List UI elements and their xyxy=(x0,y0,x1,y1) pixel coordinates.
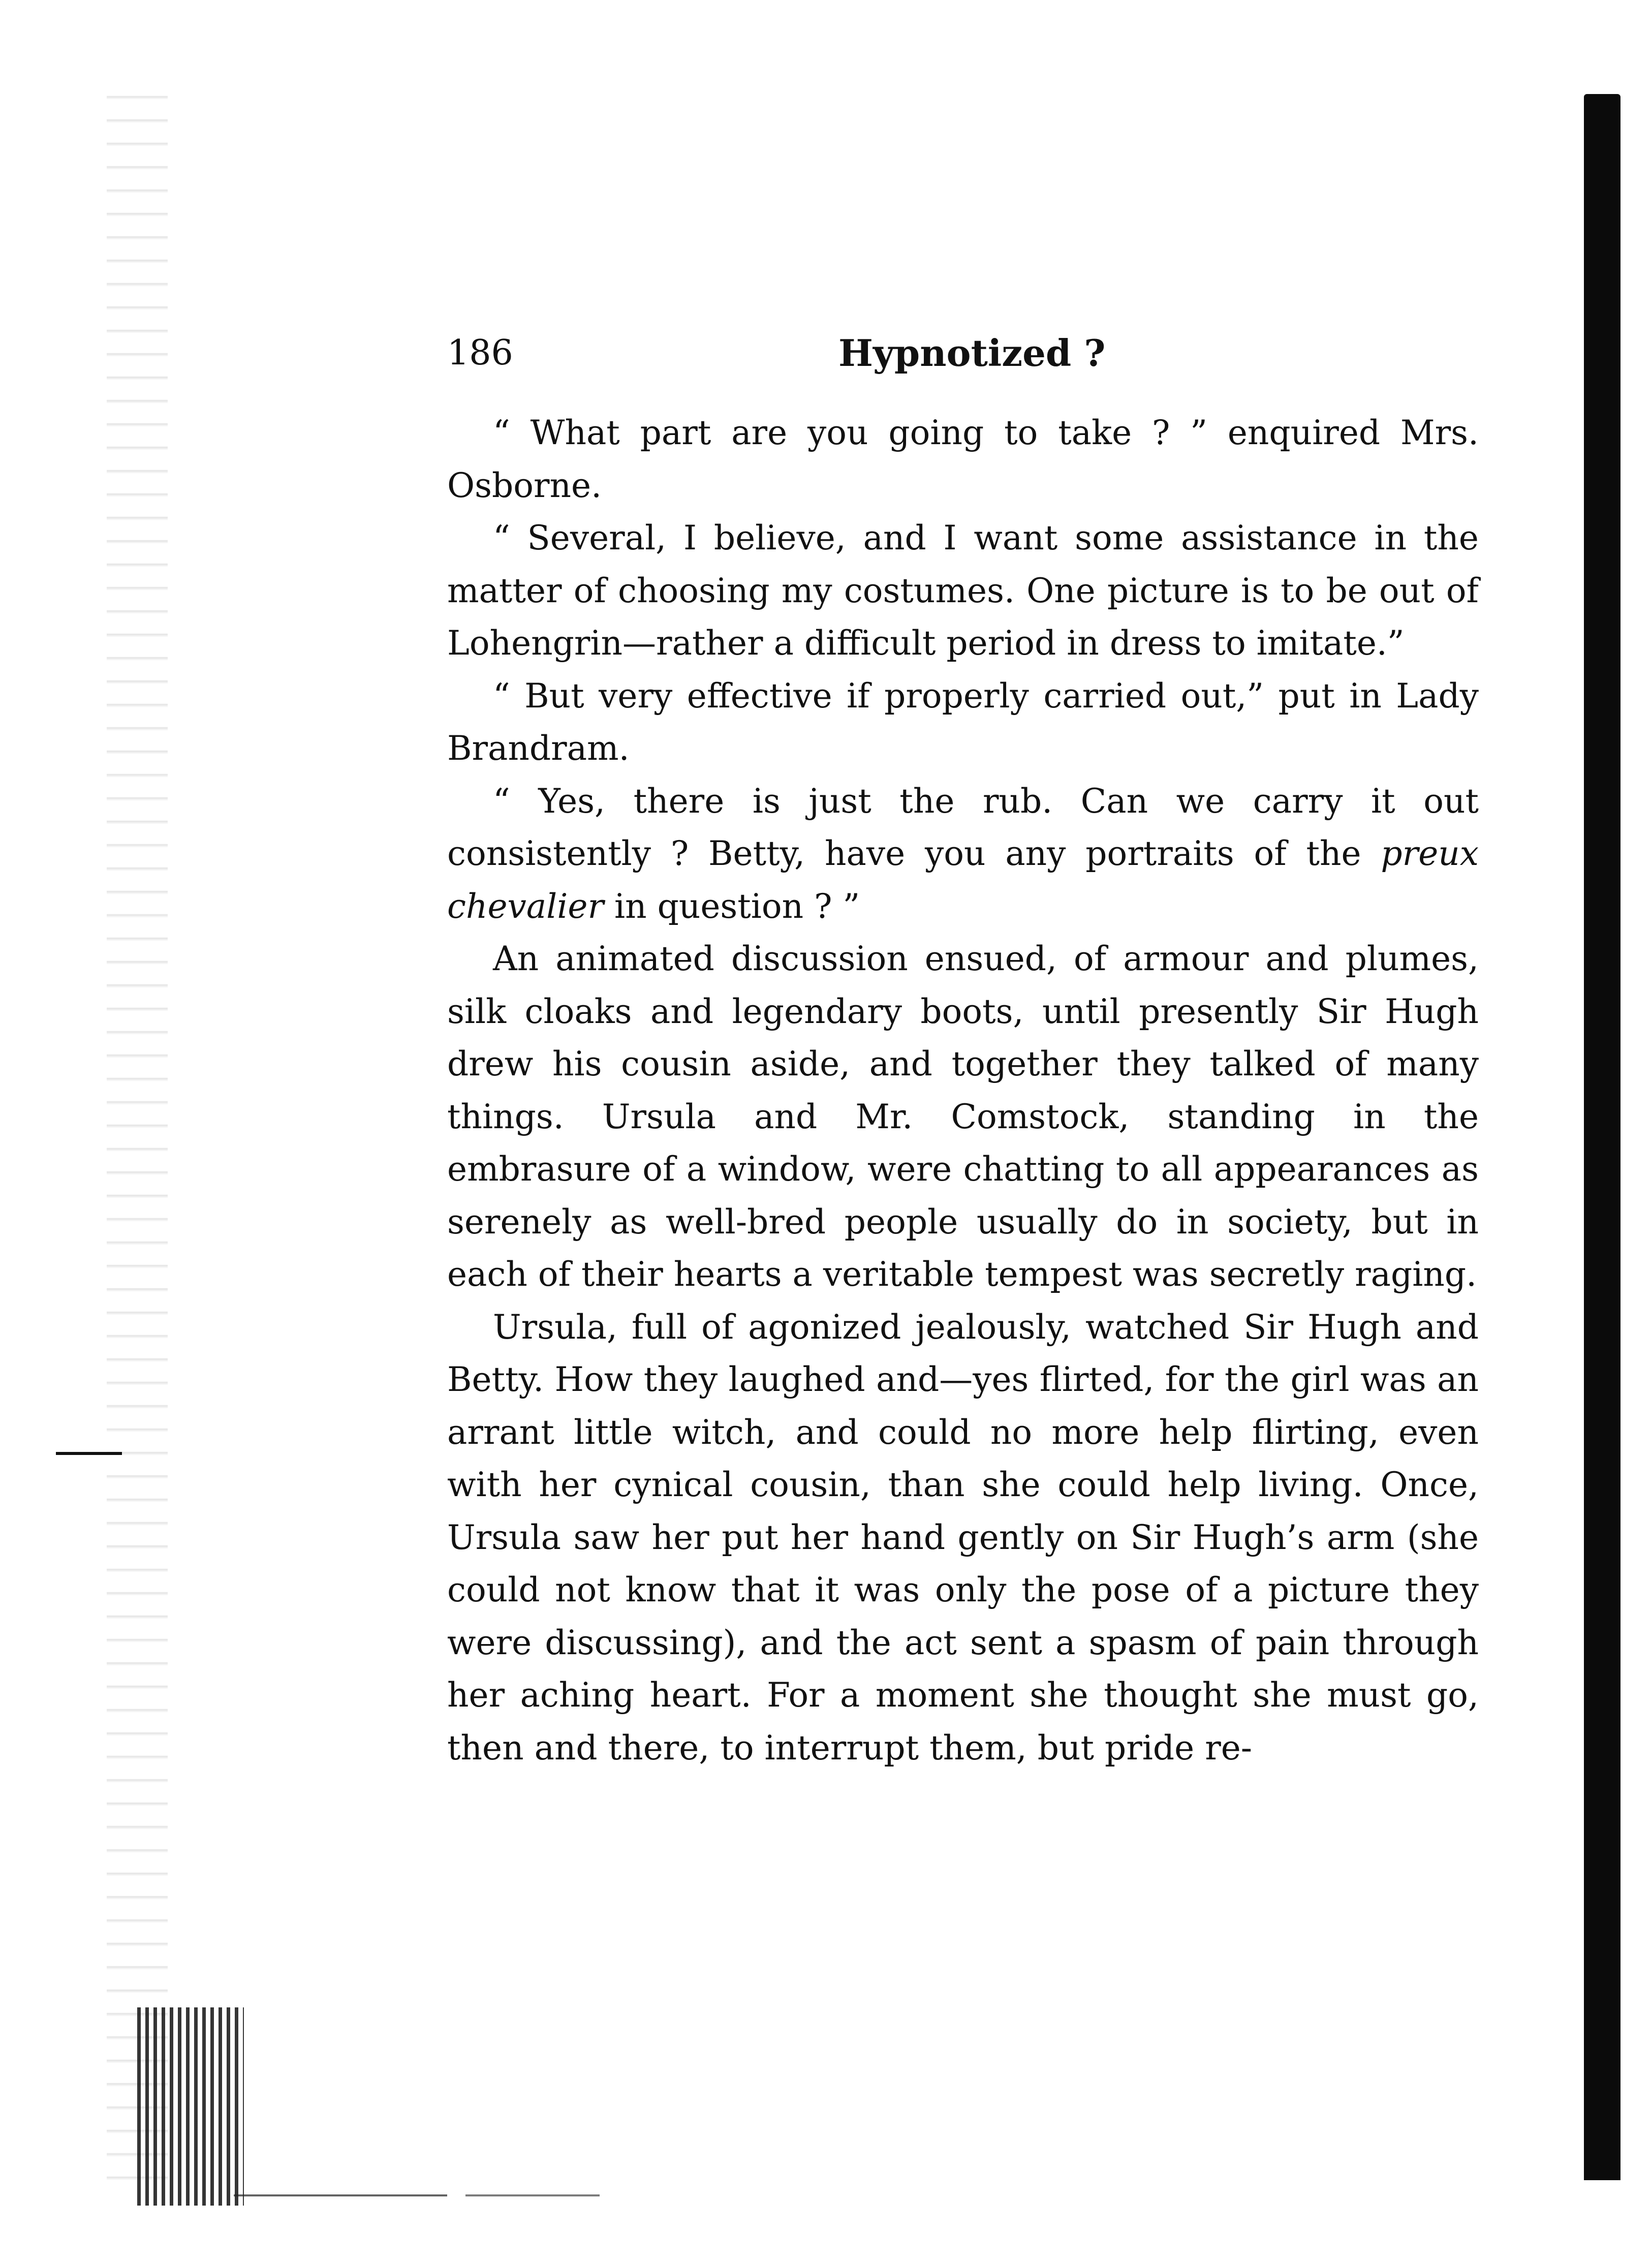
gutter-mark xyxy=(56,1452,122,1455)
running-title: Hypnotized ? xyxy=(838,331,1106,375)
paragraph xyxy=(447,775,1479,933)
paragraph: “ What part are you going to take ? ” enquired Mrs. Osborne. xyxy=(447,413,1479,505)
paragraph: An animated discussion ensued, of armour and plumes, silk cloaks and legendary boots, until presently Sir Hugh drew his cousin aside, and together they talked of many things. Ursula and Mr. Comstock, standing in the embrasure of a window, were chatting to all appearances as serenely as well-bred people usually do in society, but in each of their hearts a veritable tempest was secretly raging. xyxy=(447,939,1479,1294)
bottom-scan-line xyxy=(234,2194,844,2196)
paragraph-text: in question ? ” xyxy=(604,886,860,926)
paragraph: Ursula, full of agonized jealously, watched Sir Hugh and Betty. How they laughed and—yes flirted, for the girl was an arrant little witch, and could no more help flirting, even with her cynical cousin, than she could help living. Once, Ursula saw her put her hand gently on Sir Hugh’s arm (she could not know that it was only the pose of a picture they were discussing), and the act sent a spasm of pain through her aching heart. For a moment she thought she must go, then and there, to interrupt them, but pride re- xyxy=(447,1307,1479,1768)
gutter-scan-noise xyxy=(107,76,168,2185)
page-number: 186 xyxy=(447,333,513,373)
body-text xyxy=(447,407,1479,1774)
binding-spine-shadow xyxy=(137,2007,244,2206)
paragraph-text: “ Yes, there is just the rub. Can we carry it out consistently ? Betty, have you any portraits of the xyxy=(447,781,1479,873)
italic-phrase: preux chevalier xyxy=(447,834,1479,926)
right-page-edge xyxy=(1584,94,1620,2180)
paragraph: “ Several, I believe, and I want some assistance in the matter of choosing my costumes. One picture is to be out of Lohengrin—rather a difficult period in dress to imitate.” xyxy=(447,518,1479,663)
page-header xyxy=(447,325,1504,381)
paragraph: “ But very effective if properly carried out,” put in Lady Brandram. xyxy=(447,676,1479,768)
